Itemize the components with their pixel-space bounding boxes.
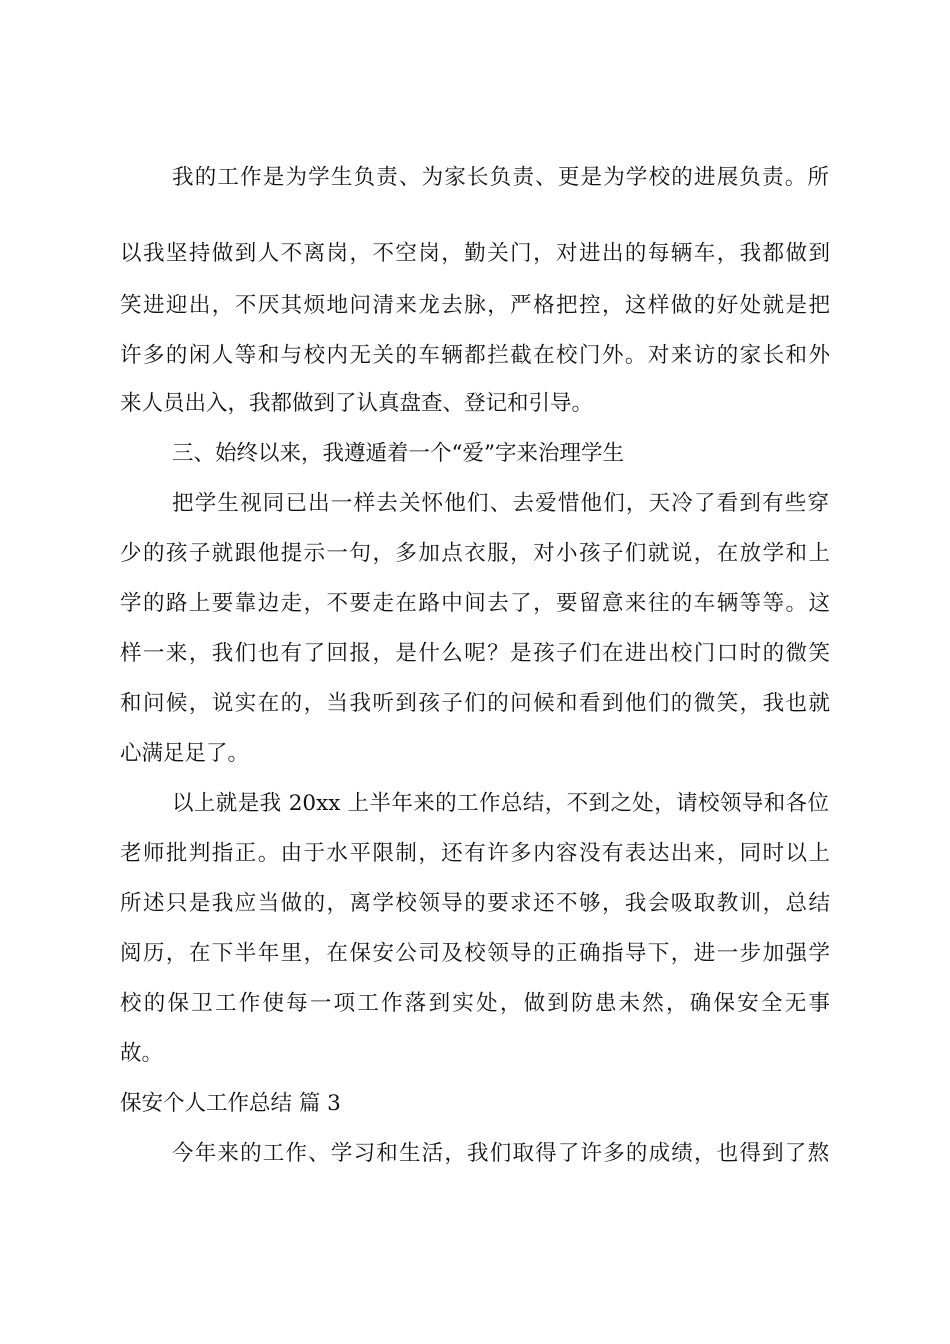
paragraph-2-line-5: 和问候，说实在的，当我听到孩子们的问候和看到他们的微笑，我也就 [120,691,830,716]
section-heading-3: 三、始终以来，我遵遁着一个“爱”字来治理学生 [172,441,624,466]
paragraph-2-line-4: 样一来，我们也有了回报，是什么呢？是孩子们在进出校门口时的微笑 [120,641,830,666]
paragraph-2-line-1: 把学生视同已出一样去关怀他们、去爱惜他们，天冷了看到有些穿 [172,491,829,516]
paragraph-3-line-2: 老师批判指正。由于水平限制，还有许多内容没有表达出来，同时以上 [120,841,830,866]
paragraph-1-line-1: 我的工作是为学生负责、为家长负责、更是为学校的进展负责。所 [172,165,829,190]
paragraph-3-line-3: 所述只是我应当做的，离学校领导的要求还不够，我会吸取教训，总结 [120,891,830,916]
paragraph-2-line-6: 心满足足了。 [120,741,250,766]
paragraph-2-line-2: 少的孩子就跟他提示一句，多加点衣服，对小孩子们就说，在放学和上 [120,541,830,566]
paragraph-3-line-1: 以上就是我 20xx 上半年来的工作总结，不到之处，请校领导和各位 [172,791,829,816]
paragraph-1-line-5: 来人员出入，我都做到了认真盘查、登记和引导。 [120,391,594,416]
paragraph-3-line-5: 校的保卫工作使每一项工作落到实处，做到防患未然，确保安全无事 [120,991,830,1016]
paragraph-1-line-3: 笑进迎出，不厌其烦地问清来龙去脉，严格把控，这样做的好处就是把 [120,293,830,318]
paragraph-1-line-2: 以我坚持做到人不离岗，不空岗，勤关门，对进出的每辆车，我都做到 [120,241,830,266]
paragraph-1-line-4: 许多的闲人等和与校内无关的车辆都拦截在校门外。对来访的家长和外 [120,343,830,368]
paragraph-4-line-1: 今年来的工作、学习和生活，我们取得了许多的成绩，也得到了熬 [172,1141,829,1166]
article-title: 保安个人工作总结 篇 3 [120,1091,341,1116]
paragraph-2-line-3: 学的路上要靠边走，不要走在路中间去了，要留意来往的车辆等等。这 [120,591,830,616]
paragraph-3-line-6: 故。 [120,1041,164,1066]
paragraph-3-line-4: 阅历，在下半年里，在保安公司及校领导的正确指导下，进一步加强学 [120,941,830,966]
